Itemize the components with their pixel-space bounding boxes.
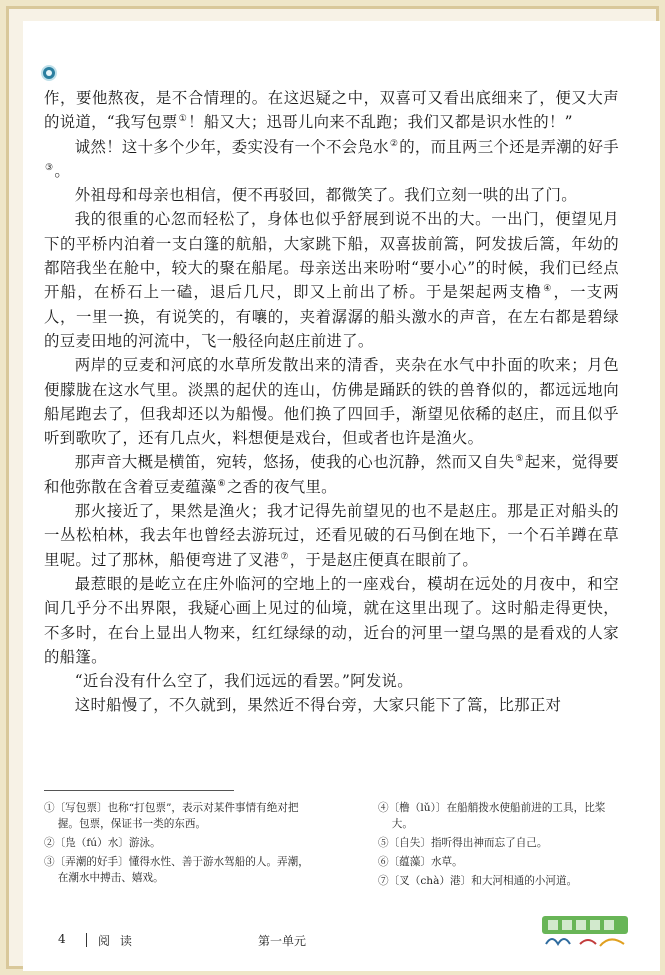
paragraph-text: ，一支两人，一里一换，有说笑的，有嚷的，夹着潺潺的船头激水的声音，在左右都是碧绿的豆麦田地的河流中，飞一般径向赵庄前进了。 — [44, 283, 619, 350]
footnotes — [44, 800, 614, 892]
paragraph — [44, 669, 619, 693]
paragraph-text: “近台没有什么空了，我们远远的看罢。”阿发说。 — [74, 672, 413, 691]
paragraph-text: 最惹眼的是屹立在庄外临河的空地上的一座戏台，模胡在远处的月夜中，和空间几乎分不出界限，我疑心画上见过的仙境，就在这里出现了。这时船走得更快，不多时，在台上显出人物来，红红绿绿的动，近台的河里一望乌黑的是看戏的人家的船篷。 — [44, 574, 619, 666]
page-badge-icon — [41, 65, 57, 81]
paragraph — [44, 207, 619, 353]
footnote: ⑤〔自失〕指听得出神而忘了自己。 — [378, 837, 548, 849]
paragraph-text: 。 — [54, 161, 71, 180]
paragraph — [44, 86, 619, 135]
paragraph-text: ，于是赵庄便真在眼前了。 — [289, 550, 479, 569]
paragraph — [44, 450, 619, 499]
paragraph — [44, 135, 619, 184]
paragraph — [44, 572, 619, 669]
paragraph-text: 那声音大概是横笛，宛转，悠扬，使我的心也沉静，然而又自失 — [74, 453, 515, 472]
paragraph-text: ！船又大；迅哥儿向来不乱跑；我们又都是识水性的！” — [188, 113, 573, 132]
footnote-marker: ③ — [45, 162, 54, 173]
footnote-marker: ④ — [543, 284, 553, 295]
paragraph-text: 作，要他熬夜，是不合情理的。在这迟疑之中，双喜可又看出底细来了，便又大声的说道，“我写包票 — [44, 89, 619, 132]
footnote: ③〔弄潮的好手〕懂得水性、善于游水驾船的人。弄潮，在潮水中搏击、嬉戏。 — [44, 856, 309, 884]
footer-separator — [86, 933, 87, 947]
unit-label: 第一单元 — [258, 934, 307, 948]
paragraph-text: 诚然！这十多个少年，委实没有一个不会凫水 — [74, 137, 389, 156]
page-footer — [44, 932, 619, 952]
footnote: ②〔凫（fú）水〕游泳。 — [44, 837, 161, 849]
paragraph — [44, 183, 619, 207]
body-text — [44, 86, 619, 718]
paragraph — [44, 693, 619, 717]
page-number: 4 — [58, 932, 66, 946]
paragraph-text: 这时船慢了，不久就到，果然近不得台旁，大家只能下了篙，比那正对 — [74, 696, 562, 715]
footnote: ④〔橹（lǔ）〕在船艄拨水使船前进的工具，比桨大。 — [378, 802, 606, 830]
footnote-marker: ② — [389, 138, 399, 149]
footnote-marker: ① — [178, 114, 188, 125]
footnotes-right-column — [378, 800, 614, 892]
footnote-marker: ⑦ — [280, 551, 289, 562]
footnote-marker: ⑤ — [515, 454, 524, 465]
paragraph-text: 外祖母和母亲也相信，便不再驳回，都微笑了。我们立刻一哄的出了门。 — [74, 186, 577, 205]
footnote-divider — [44, 790, 234, 791]
section-label: 阅 读 — [98, 934, 135, 948]
footnote: ⑥〔蕴藻〕水草。 — [378, 856, 463, 868]
paragraph-text: 之香的夜气里。 — [226, 477, 337, 496]
paragraph-text: 起来，觉得要和他弥散在含着豆麦蕴藻 — [44, 453, 619, 496]
footnote: ①〔写包票〕也称“打包票”，表示对某件事情有绝对把握。包票，保证书一类的东西。 — [44, 802, 299, 830]
paragraph-text: 的，而且两三个还是弄潮的好手 — [399, 137, 619, 156]
footnotes-left-column — [44, 800, 312, 892]
paragraph-text: 两岸的豆麦和河底的水草所发散出来的清香，夹杂在水气中扑面的吹来；月色便朦胧在这水气里。淡黑的起伏的连山，仿佛是踊跃的铁的兽脊似的，都远远地向船尾跑去了，但我却还以为船慢。他们换了四回手，渐望见依稀的赵庄，而且似乎听到歌吹了，还有几点火，料想便是戏台，但或者也许是渔火。 — [44, 356, 619, 448]
paragraph — [44, 353, 619, 450]
footnote-marker: ⑥ — [217, 478, 226, 489]
paragraph-text: 我的很重的心忽而轻松了，身体也似乎舒展到说不出的大。一出门，便望见月下的平桥内泊着一支白篷的航船，大家跳下船，双喜拔前篙，阿发拔后篙，年幼的都陪我坐在舱中，较大的聚在船尾。母亲送出来吩咐“要小心”的时候，我们已经点开船，在桥石上一磕，退后几尺，即又上前出了桥。于是架起两支橹 — [44, 210, 619, 302]
paragraph-text: 那火接近了，果然是渔火；我才记得先前望见的也不是赵庄。那是正对船头的一丛松柏林，我去年也曾经去游玩过，还看见破的石马倒在地下，一个石羊蹲在草里呢。过了那林，船便弯进了叉港 — [44, 502, 619, 569]
watermark-logo-icon — [540, 910, 632, 950]
paragraph — [44, 499, 619, 572]
footnote: ⑦〔叉（chà）港〕和大河相通的小河道。 — [378, 875, 578, 887]
